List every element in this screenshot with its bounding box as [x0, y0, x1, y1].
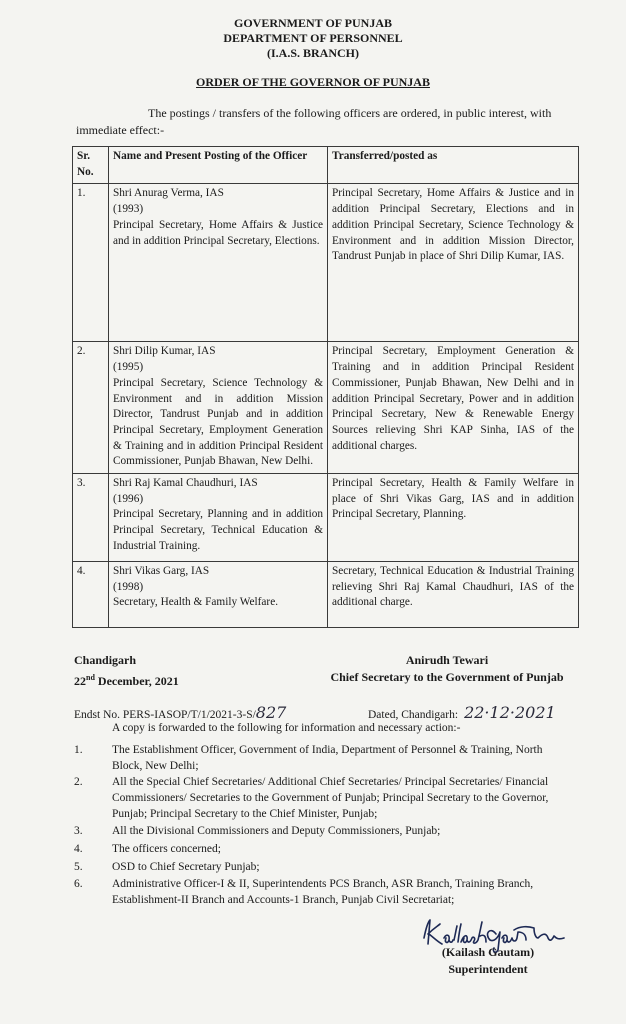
- header-branch: (I.A.S. BRANCH): [266, 46, 359, 60]
- row-sr: 3.: [73, 474, 109, 562]
- row-sr: 1.: [73, 184, 109, 342]
- list-item: [74, 876, 574, 908]
- row-transfer: Principal Secretary, Home Affairs & Justice and in addition Principal Secretary, Elections and in addition Principal Secretary, Science Technology & Environment and in addition Mission Director, Tandrust Punjab in place of Shri Dilip Kumar, IAS.: [328, 184, 579, 342]
- list-item: [74, 841, 574, 857]
- header-sr-no: Sr. No.: [73, 147, 109, 184]
- table-row: [73, 474, 579, 562]
- signatory-title: Chief Secretary to the Government of Punjab: [330, 670, 564, 684]
- table-row: [73, 342, 579, 474]
- table-row: [73, 184, 579, 342]
- table-row: [73, 562, 579, 628]
- row-officer: [109, 474, 328, 562]
- row-transfer: Secretary, Technical Education & Industrial Training relieving Shri Raj Kamal Chaudhuri, IAS of the additional charge.: [328, 562, 579, 628]
- row-sr: 4.: [73, 562, 109, 628]
- superintendent-name: (Kailash Gautam): [441, 945, 535, 959]
- list-item-number: 2.: [74, 776, 83, 788]
- row-transfer: Principal Secretary, Health & Family Welfare in place of Shri Vikas Garg, IAS and in addition Principal Secretary, Planning.: [328, 474, 579, 562]
- officer-name: Shri Vikas Garg, IAS: [113, 565, 210, 578]
- officer-present-posting: Principal Secretary, Planning and in addition Principal Secretary, Technical Education & Industrial Training.: [113, 508, 323, 552]
- signatory-block: [318, 652, 576, 686]
- copy-forward-intro: A copy is forwarded to the following for information and necessary action:-: [112, 722, 461, 734]
- row-transfer: Principal Secretary, Employment Generation & Training and in addition Principal Resident Commissioner, Punjab Bhawan, New Delhi and in addition Principal Secretary, Power and in addition Principal Secretary, New & Renewable Energy Sources relieving Shri KAP Sinha, IAS of the additional charges.: [328, 342, 579, 474]
- table-header-row: [73, 147, 579, 184]
- officer-batch: (1995): [113, 361, 144, 374]
- order-date: [74, 669, 179, 690]
- officer-batch: (1998): [113, 580, 144, 593]
- superintendent-block: [428, 944, 548, 978]
- endorsement-dated: [368, 703, 556, 722]
- header-department: DEPARTMENT OF PERSONNEL: [223, 31, 403, 45]
- endorsement-number: [74, 703, 286, 722]
- officer-batch: (1993): [113, 203, 144, 216]
- place: Chandigarh: [74, 653, 137, 667]
- officer-present-posting: Principal Secretary, Science Technology & Environment and in addition Mission Director, Tandrust Punjab and in addition Principal Secretary, Employment Generation & Training and in addition Principal Resident Commissioner, Punjab Bhawan, New Delhi.: [113, 376, 323, 468]
- list-item-number: 3.: [74, 825, 83, 837]
- order-title: ORDER OF THE GOVERNOR OF PUNJAB: [196, 75, 430, 89]
- officer-present-posting: Secretary, Health & Family Welfare.: [113, 596, 279, 609]
- endst-handwritten-number: 827: [255, 703, 287, 722]
- row-officer: [109, 184, 328, 342]
- postings-table: [72, 146, 579, 628]
- list-item-text: The officers concerned;: [112, 843, 221, 855]
- date-day: 22: [74, 674, 86, 688]
- endst-prefix: Endst No. PERS-IASOP/T/1/2021-3-S/: [74, 709, 256, 721]
- officer-batch: (1996): [113, 492, 144, 505]
- signatory-name: Anirudh Tewari: [405, 653, 489, 667]
- superintendent-title: Superintendent: [448, 962, 528, 976]
- list-item: [74, 742, 574, 774]
- list-item-text: OSD to Chief Secretary Punjab;: [112, 861, 260, 873]
- place-date-block: [74, 652, 179, 690]
- list-item-number: 1.: [74, 744, 83, 756]
- date-suffix: nd: [86, 673, 95, 682]
- list-item-number: 6.: [74, 878, 83, 890]
- officer-name: Shri Raj Kamal Chaudhuri, IAS: [113, 477, 258, 490]
- list-item-number: 5.: [74, 861, 83, 873]
- dated-label: Dated, Chandigarh:: [368, 709, 459, 721]
- intro-paragraph: The postings / transfers of the following officers are ordered, in public interest, with immediate effect:-: [76, 106, 552, 137]
- list-item-text: All the Special Chief Secretaries/ Additional Chief Secretaries/ Principal Secretaries/ Financial Commissioners/ Secretaries to the Government of Punjab; Principal Secretary to the Governor, Punjab; Principal Secretary to the Chief Minister, Punjab;: [112, 776, 549, 820]
- list-item-text: Administrative Officer-I & II, Superintendents PCS Branch, ASR Branch, Training Branch, Establishment-II Branch and Accounts-1 Branch, Punjab Civil Secretariat;: [112, 878, 534, 906]
- list-item: [74, 823, 574, 839]
- officer-present-posting: Principal Secretary, Home Affairs & Justice and in addition Principal Secretary, Elections.: [113, 218, 323, 247]
- header-transferred: Transferred/posted as: [328, 147, 579, 184]
- dated-handwritten-value: 22·12·2021: [464, 703, 556, 722]
- row-sr: 2.: [73, 342, 109, 474]
- header-government: GOVERNMENT OF PUNJAB: [233, 16, 392, 30]
- list-item-text: All the Divisional Commissioners and Deputy Commissioners, Punjab;: [112, 825, 441, 837]
- list-item-number: 4.: [74, 843, 83, 855]
- list-item: [74, 859, 574, 875]
- row-officer: [109, 342, 328, 474]
- list-item-text: The Establishment Officer, Government of India, Department of Personnel & Training, North Block, New Delhi;: [112, 744, 543, 772]
- row-officer: [109, 562, 328, 628]
- header-name-posting: Name and Present Posting of the Officer: [109, 147, 328, 184]
- date-rest: December, 2021: [94, 674, 179, 688]
- list-item: [74, 774, 574, 822]
- officer-name: Shri Anurag Verma, IAS: [113, 187, 224, 200]
- officer-name: Shri Dilip Kumar, IAS: [113, 345, 216, 358]
